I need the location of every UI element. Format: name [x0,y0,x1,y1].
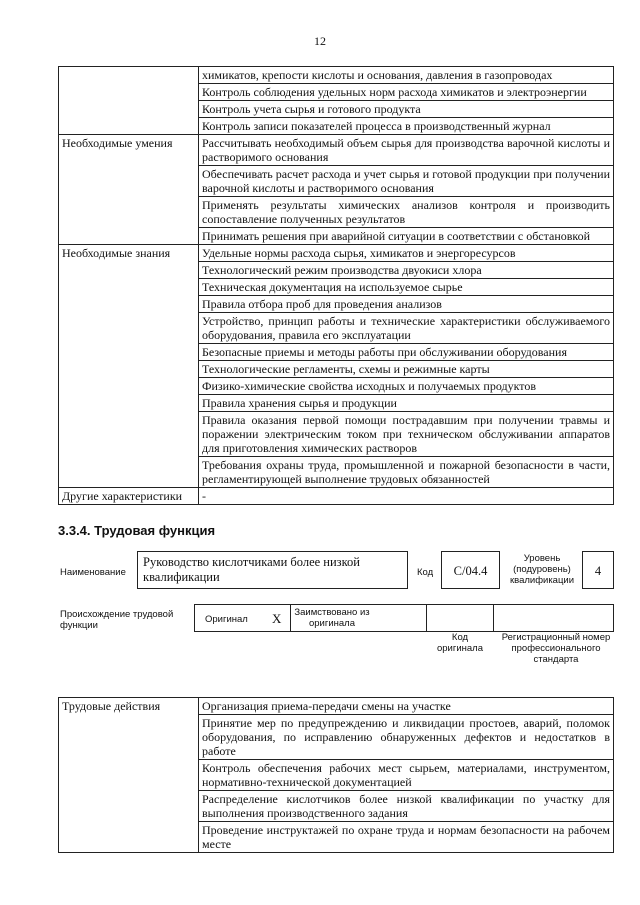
origin-reg-cell [493,604,614,632]
function-code-box: C/04.4 [441,551,500,589]
row-item: Рассчитывать необходимый объем сырья для производства варочной кислоты и растворимого основания [199,135,614,166]
page-number: 12 [314,34,326,48]
name-label: Наименование [60,567,126,578]
row-item: Правила хранения сырья и продукции [199,395,614,412]
row-item: Обеспечивать расчет расхода и учет сырья и готовой продукции при получении варочной кислоты и растворимого основания [199,166,614,197]
original-mark: X [272,611,282,626]
row-label-other: Другие характеристики [59,488,199,505]
requirements-table [58,66,614,505]
row-item: Правила отбора проб для проведения анализов [199,296,614,313]
row-item: Контроль обеспечения рабочих мест сырьем, материалами, инструментом, нормативно-технической документацией [199,760,614,791]
row-item: Устройство, принцип работы и технические характеристики обслуживаемого оборудования, правила его эксплуатации [199,313,614,344]
row-item: Техническая документация на используемое сырье [199,279,614,296]
row-item: Технологические регламенты, схемы и режимные карты [199,361,614,378]
row-item: Удельные нормы расхода сырья, химикатов и энергоресурсов [199,245,614,262]
row-item: Технологический режим производства двуокиси хлора [199,262,614,279]
borrowed-label: Заимствовано из оригинала [294,607,370,629]
row-item: Безопасные приемы и методы работы при обслуживании оборудования [199,344,614,361]
original-label: Оригинал [205,614,248,625]
row-item: Распределение кислотчиков более низкой квалификации по участку для выполнения производственного задания [199,791,614,822]
table-row [59,67,614,84]
table-row [59,698,614,715]
row-item: Контроль записи показателей процесса в производственный журнал [199,118,614,135]
row-item: - [199,488,614,505]
origin-original-cell [194,604,291,632]
origin-code-cell [426,604,494,632]
origin-borrowed-cell [290,604,427,632]
reg-number-caption: Регистрационный номер профессионального стандарта [501,632,611,665]
row-item: химикатов, крепости кислоты и основания, давления в газопроводах [199,67,614,84]
row-label-knowledge: Необходимые знания [59,245,199,488]
row-item: Правила оказания первой помощи пострадавшим при получении травмы и поражении электрическим током при техническом обслуживании аппаратов для приготовления химических растворов [199,412,614,457]
row-label-actions: Трудовые действия [59,698,199,853]
table-row [59,135,614,166]
level-value-box: 4 [582,551,614,589]
row-item: Проведение инструктажей по охране труда и нормам безопасности на рабочем месте [199,822,614,853]
table-row [59,488,614,505]
row-label [59,67,199,135]
table-row [59,245,614,262]
row-item: Контроль соблюдения удельных норм расхода химикатов и электроэнергии [199,84,614,101]
row-item: Требования охраны труда, промышленной и пожарной безопасности в части, регламентирующей выполнение трудовых обязанностей [199,457,614,488]
section-heading: 3.3.4. Трудовая функция [58,523,216,538]
code-original-caption: Код оригинала [436,632,483,654]
function-name-box: Руководство кислотчиками более низкой квалификации [137,551,408,589]
row-item: Организация приема-передачи смены на участке [199,698,614,715]
code-label: Код [417,567,434,578]
level-label: Уровень (подуровень) квалификации [509,553,575,586]
row-label-skills: Необходимые умения [59,135,199,245]
labor-actions-table [58,697,614,853]
row-item: Контроль учета сырья и готового продукта [199,101,614,118]
row-item: Применять результаты химических анализов контроля и производить сопоставление полученных результатов [199,197,614,228]
row-item: Физико-химические свойства исходных и получаемых продуктов [199,378,614,395]
row-item: Принятие мер по предупреждению и ликвидации простоев, аварий, поломок оборудования, по исправлению обнаруженных дефектов и недостатков в работе [199,715,614,760]
origin-label: Происхождение трудовой функции [60,609,174,631]
row-item: Принимать решения при аварийной ситуации в соответствии с обстановкой [199,228,614,245]
